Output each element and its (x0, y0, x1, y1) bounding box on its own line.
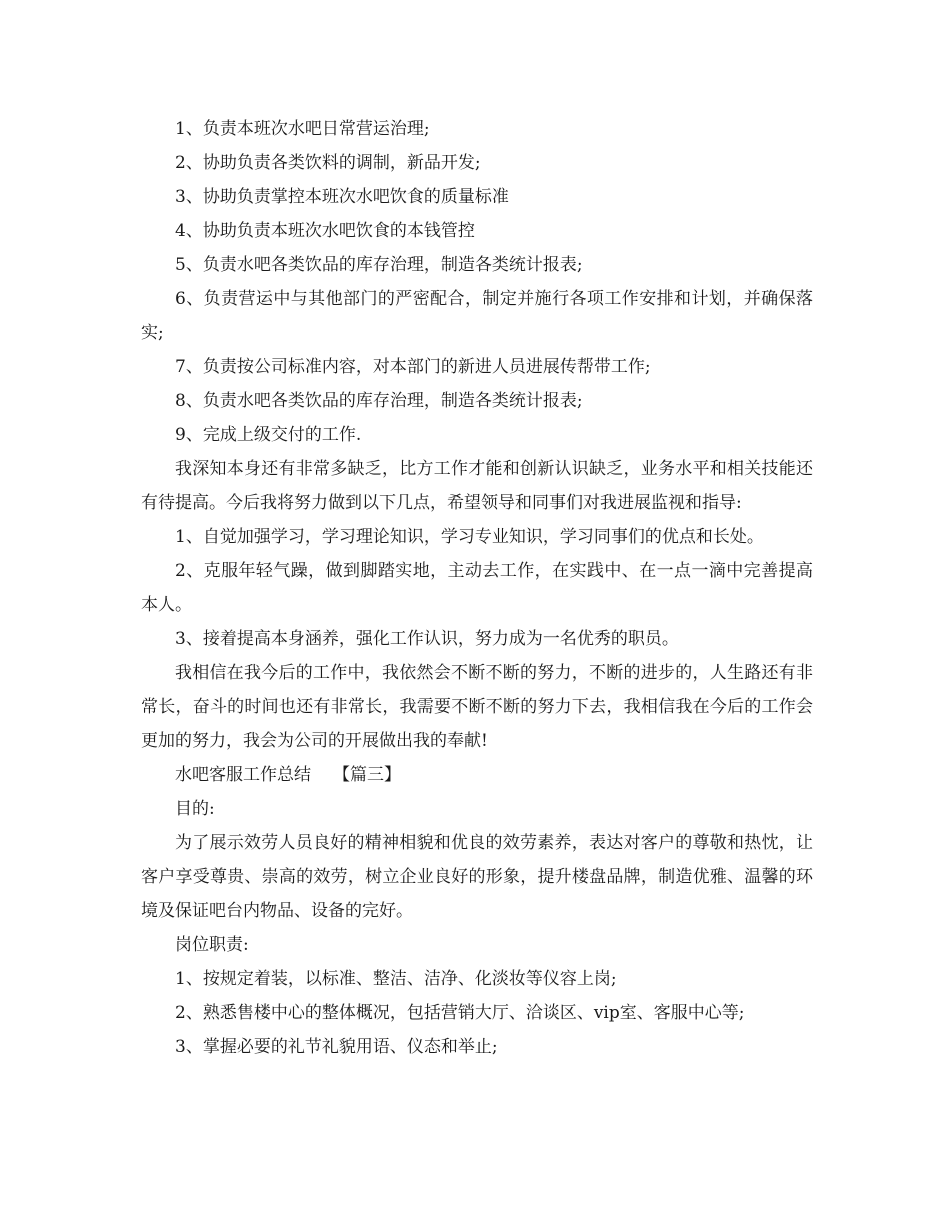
section-tag: 【篇三】 (333, 765, 401, 785)
paragraph: 7、负责按公司标准内容，对本部门的新进人员进展传帮带工作; (175, 357, 651, 377)
document-page (141, 112, 813, 1064)
paragraph: 6、负责营运中与其他部门的严密配合，制定并施行各项工作安排和计划，并确保落实; (141, 289, 813, 343)
section-title: 水吧客服工作总结 (175, 765, 311, 785)
paragraph: 为了展示效劳人员良好的精神相貌和优良的效劳素养，表达对客户的尊敬和热忱，让客户享受尊贵、崇高的效劳，树立企业良好的形象，提升楼盘品牌，制造优雅、温馨的环境及保证吧台内物品、设备的完好。 (141, 833, 813, 921)
paragraph: 2、协助负责各类饮料的调制，新品开发; (175, 153, 481, 173)
paragraph: 9、完成上级交付的工作. (175, 425, 362, 445)
paragraph: 3、接着提高本身涵养，强化工作认识，努力成为一名优秀的职员。 (175, 629, 679, 649)
paragraph: 岗位职责: (175, 935, 249, 955)
paragraph: 我相信在我今后的工作中，我依然会不断不断的努力，不断的进步的，人生路还有非常长，奋斗的时间也还有非常长，我需要不断不断的努力下去，我相信我在今后的工作会更加的努力，我会为公司的开展做出我的奉献! (141, 663, 813, 751)
paragraph: 1、自觉加强学习，学习理论知识，学习专业知识，学习同事们的优点和长处。 (175, 527, 764, 547)
paragraph: 目的: (175, 799, 215, 819)
paragraph: 4、协助负责本班次水吧饮食的本钱管控 (175, 221, 475, 241)
paragraph: 2、克服年轻气躁，做到脚踏实地，主动去工作，在实践中、在一点一滴中完善提高本人。 (141, 561, 813, 615)
paragraph: 5、负责水吧各类饮品的库存治理，制造各类统计报表; (175, 255, 583, 275)
paragraph: 1、负责本班次水吧日常营运治理; (175, 119, 430, 139)
paragraph: 3、掌握必要的礼节礼貌用语、仪态和举止; (175, 1037, 498, 1057)
paragraph: 2、熟悉售楼中心的整体概况，包括营销大厅、洽谈区、vip室、客服中心等; (175, 1003, 745, 1023)
paragraph: 3、协助负责掌控本班次水吧饮食的质量标准 (175, 187, 509, 207)
section-heading (141, 758, 813, 792)
paragraph: 我深知本身还有非常多缺乏，比方工作才能和创新认识缺乏，业务水平和相关技能还有待提高。今后我将努力做到以下几点，希望领导和同事们对我进展监视和指导: (141, 459, 813, 513)
paragraph: 8、负责水吧各类饮品的库存治理，制造各类统计报表; (175, 391, 583, 411)
paragraph: 1、按规定着装，以标准、整洁、洁净、化淡妆等仪容上岗; (175, 969, 617, 989)
